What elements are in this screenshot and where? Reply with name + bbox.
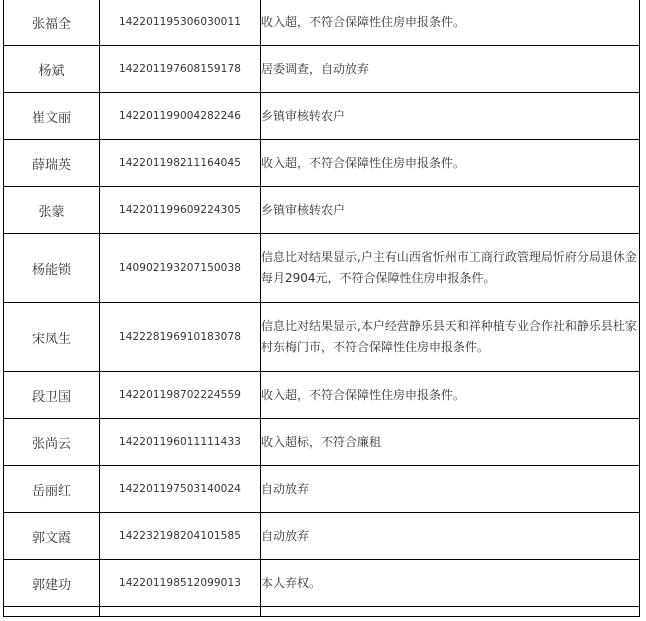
id-number: 142201196011111433 [100, 419, 261, 466]
applicant-name: 杨能锁 [4, 234, 100, 303]
applicant-name: 崔文丽 [4, 93, 100, 140]
table-row-cut-off [4, 607, 640, 617]
id-number: 142232198204101585 [100, 513, 261, 560]
empty-cell [100, 607, 261, 617]
review-reason: 收入超，不符合保障性住房申报条件。 [261, 372, 640, 419]
review-reason: 居委调查，自动放弃 [261, 46, 640, 93]
table-row [4, 234, 640, 303]
table-row [4, 372, 640, 419]
applicant-name: 郭建功 [4, 560, 100, 607]
records-table [3, 0, 640, 617]
id-number: 142201198211164045 [100, 140, 261, 187]
applicant-name: 薛瑞英 [4, 140, 100, 187]
applicant-name: 岳丽红 [4, 466, 100, 513]
id-number: 142201197503140024 [100, 466, 261, 513]
table-row [4, 46, 640, 93]
table-row [4, 140, 640, 187]
review-reason: 信息比对结果显示,本户经营静乐县天和祥种植专业合作社和静乐县杜家村东梅门市，不符合保障性住房申报条件。 [261, 303, 640, 372]
applicant-name: 杨斌 [4, 46, 100, 93]
table-row [4, 0, 640, 46]
table-row [4, 513, 640, 560]
id-number: 142201195306030011 [100, 0, 261, 46]
applicant-name: 段卫国 [4, 372, 100, 419]
applicant-name: 张蒙 [4, 187, 100, 234]
review-reason: 收入超标，不符合廉租 [261, 419, 640, 466]
empty-cell [4, 607, 100, 617]
review-reason: 乡镇审核转农户 [261, 187, 640, 234]
id-number: 142201198512099013 [100, 560, 261, 607]
review-reason: 信息比对结果显示,户主有山西省忻州市工商行政管理局忻府分局退休金每月2904元，不符合保障性住房申报条件。 [261, 234, 640, 303]
applicant-name: 郭文霞 [4, 513, 100, 560]
empty-cell [261, 607, 640, 617]
review-reason: 自动放弃 [261, 513, 640, 560]
table-row [4, 466, 640, 513]
table-row [4, 419, 640, 466]
id-number: 142201197608159178 [100, 46, 261, 93]
applicant-name: 张尚云 [4, 419, 100, 466]
table-row [4, 187, 640, 234]
review-reason: 收入超，不符合保障性住房申报条件。 [261, 0, 640, 46]
review-reason: 乡镇审核转农户 [261, 93, 640, 140]
table-row [4, 560, 640, 607]
applicant-name: 宋凤生 [4, 303, 100, 372]
table-row [4, 93, 640, 140]
review-reason: 本人弃权。 [261, 560, 640, 607]
review-reason: 收入超，不符合保障性住房申报条件。 [261, 140, 640, 187]
id-number: 140902193207150038 [100, 234, 261, 303]
id-number: 142228196910183078 [100, 303, 261, 372]
review-reason: 自动放弃 [261, 466, 640, 513]
table-row [4, 303, 640, 372]
id-number: 142201199609224305 [100, 187, 261, 234]
id-number: 142201198702224559 [100, 372, 261, 419]
applicant-name: 张福全 [4, 0, 100, 46]
id-number: 142201199004282246 [100, 93, 261, 140]
records-sheet [3, 0, 639, 617]
